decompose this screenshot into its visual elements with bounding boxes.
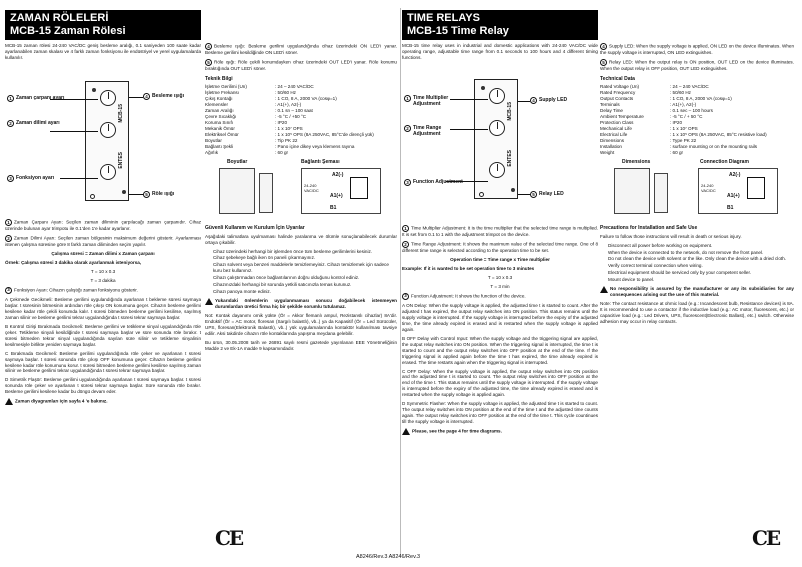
dimensions-side-drawing: [259, 173, 273, 213]
function-d-tr: D Simetrik Flaşör: Besleme gerilimi uygulandığında ayarlanan t süresi saymaya başlar. t süresi sonunda röle çeker ve ayarlanan t süresi tekrar saymaya başlar. Süre sonunda röle bırakır. Besleme gerilimi kesilene kadar bu döngü devam eder.: [5, 377, 201, 395]
spec-value: : Pano içine dikey veya klemens rayına: [275, 144, 355, 150]
safety-item: • Electrical equipment should be serviced only by your competent seller.: [608, 270, 794, 276]
spec-value: : 24 – 240 VAC/DC: [670, 84, 709, 90]
para-relay-led-tr: Röle ışığı: Röle çekili konumdayken cihaz üzerindeki OUT LED'i yanar. Röle konumu bıraktığında OUT LED'i söner.: [205, 59, 397, 71]
spec-value: : 0.1 sec – 100 hours: [670, 108, 713, 114]
safety-item: • Cihazı solvent veya benzeri maddelerle temizlemeyiniz. Cihazı temizlemek için sadece kuru bez kullanınız.: [213, 262, 397, 274]
title-en: TIME RELAYS: [407, 12, 480, 24]
en-column-1: [402, 43, 598, 555]
en-column-2: 4 Supply LED: When the supply voltage is applied, ON LED on the device illuminates. When the supply voltage is interrupted, ON LED extinguishes. 5 Relay LED: When the output relay is ON position, OUT LED on the device illuminates. When the output relay is OFF position, OUT LED extinguishes. Technical Data Rated Voltage (Un) : 24 – 240 VAC/DC Rated Frequency : 50/60 Hz Output Contacts : 1 CO, 8 A, 2000 VA (cosφ=1) Terminals : A1(+), A2(-) Delay Time : 0.1 sec – 100 hours Ambient Temperature : -5 °C / + 50 °C Protection Class : IP20 Mechanical Life : 1 x 10⁷ OPS Electrical Life : 1 x 10⁵ OPS (8A 250VAC, 85°C resistive load) Dimensions : Type PK 22 Installation : surface mounting or on the mounting rails Weight : 60 gr Dimensions Connection Diagram 24-240 VAC/DC A2(-) A1(+) B1 Precautions for Installation and Safe Use Failure to follow those instructions will result in death or serious injury. • Disconnect all power before working on equipment. • When the device is connected to the network, do not remove the front panel. • Do not clean the device with solvent or the like. Only clean the device with a dried cloth. • Verify correct terminal connection when wiring. • Electrical equipment should be serviced only by your competent seller. • Mount device to panel. No responsibility is assured by the manufacturer or any its subsidiaries for any consequences arising out the use of this material. Note: The contact resistance at ohmic load (e.g.: Incandescent bulb, Resistance devices) is 8A. It is recommended to use a contactor if the inductive load (e.g.: AC motor, fluorescent, etc.) or capacitive load (e.g.: Led Drivers, UPS, fluorescent(Electronic Ballast), etc.) switch. Otherwise adhesion may occur in relay contacts.: [600, 43, 794, 543]
para-multiplier-en: Time Multiplier Adjustment: It is the time multiplier that the selected time range is multiplied. It is set from 0.1 to 1 with the adjustment trimpot on the device.: [402, 225, 598, 237]
safety-intro-en: Failure to follow those instructions will result in death or serious injury.: [600, 233, 742, 239]
safety-item: • Mount device to panel.: [608, 277, 794, 283]
terminal-icon: [479, 192, 484, 197]
safety-list-en: [608, 243, 794, 284]
english-section: [402, 10, 794, 558]
tr-body-1: 1 Zaman Çarpanı Ayarı: Seçilen zaman diliminin çarpılacağı zaman çarpanıdır. Cihaz üzerinde bulunan ayar trimpotu ile 0.1'den 1'e kadar ayarlanır. 2 Zaman Dilimi Ayarı: Seçilen zaman bölgesinin maksimum değerini gösterir. Ayarlanması istenen çalışma süresine göre 8 farklı zaman diliminden seçim yapılır. Çalışma süresi = Zaman dilimi x Zaman çarpanı Örnek: Çalışma süresi 3 dakika olarak ayarlanmak isteniyorsa, T = 10 x 0.3 T = 3 dakika 3 Fonksiyon Ayarı: Cihazın çalıştığı zaman fonksiyonu gösterir. A Çekmede Gecikmeli: Besleme gerilimi uygulandığında ayarlanan t bekleme süresi saymaya başlar. t süresinin bitmesinin ardından röle çıkışı ON konumuna geçer. Cihazın besleme gerilimi kesilene kadar röle çekili konumda kalır. t süresi bitmeden besleme gerilimi kesilirse, sayılmış zaman silinir ve besleme gerilimi tekrar uygulandığında t süresi tekrar saymaya başlar. B Kontrol Girişi Bırakmada Gecikmeli: Besleme gerilimi ve tetikleme sinyal uygulandığında röle çeker. Tetikleme sinyali kesildiğinde t süresi saymaya başlar ve süre sonunda röle bırakır. t süresi bitmeden tekrar sinyal uygulandığında sayılan süre silinir ve tetikleme sinyalinin kesilmesiyle birlikte yeniden saymaya başlar. C Bırakmada Gecikmeli: Besleme gerilimi uygulandığında röle çeker ve ayarlanan t süresi saymaya başlar. t süresi sonunda röle çıkışı OFF konumuna geçer. Cihazın besleme gerilimi kesilene kadar röle konumunu korur. t süresi bitmeden besleme gerilimi kesilirse sayılmış zaman silinir ve besleme gerilimi tekrar uygulandığında t süresi tekrar saymaya başlar. D Simetrik Flaşör: Besleme gerilimi uygulandığında ayarlanan t süresi saymaya başlar. t süresi sonunda röle çeker ve ayarlanan t süresi tekrar saymaya başlar. Süre sonunda röle bırakır. Besleme gerilimi kesilene kadar bu döngü devam eder. Zaman diyagramları için sayfa 4 'e bakınız.: [5, 219, 201, 405]
warning-en: No responsibility is assured by the manufacturer or any its subsidiaries for any consequences arising out the use of this material.: [610, 286, 794, 298]
spec-key: Koruma Sınıfı: [205, 120, 234, 126]
safety-item: • Do not clean the device with solvent or the like. Only clean the device with a dried cloth.: [608, 256, 794, 262]
led-on-icon: [481, 86, 485, 90]
spec-key: Çıkış Kontağı: [205, 96, 233, 102]
para-multiplier-tr: Zaman Çarpanı Ayarı: Seçilen zaman diliminin çarpılacağı zaman çarpanıdır. Cihaz üzerinde bulunan ayar trimpotu ile 0.1'den 1'e kadar ayarlanır.: [5, 219, 201, 231]
callout-supply-led: 4 Supply LED: [530, 97, 590, 104]
equation-2-tr: T = 3 dakika: [90, 277, 116, 283]
para-range-tr: Zaman Dilimi Ayarı: Seçilen zaman bölgesinin maksimum değerini gösterir. Ayarlanması istenen çalışma süresine göre 8 farklı zaman diliminden seçim yapılır.: [5, 235, 201, 247]
spec-value: : 50/60 Hz: [275, 90, 296, 96]
led-out-icon: [122, 190, 126, 194]
diagram-note-tr: Zaman diyagramları için sayfa 4 'e bakınız.: [15, 399, 108, 405]
spec-value: : -5 °C / +50 °C: [275, 114, 307, 120]
spec-value: : 1 x 10⁵ OPS (8A 250VAC, 85°C resistive load): [670, 132, 767, 138]
safety-title-en: Precautions for Installation and Safe Use: [600, 225, 698, 232]
spec-key: Boyutlar: [205, 138, 222, 144]
tech-specs-en: [600, 84, 794, 156]
spec-value: : -5 °C / + 50 °C: [670, 114, 703, 120]
dial-range-icon: [100, 122, 116, 138]
warning-icon: [402, 428, 410, 435]
title-box-tr: [5, 10, 201, 40]
function-a-en: A ON Delay: When the supply voltage is applied, the adjusted time t is started to count. After the adjusted t has expired, the output relay switches into ON position. This status remains until the supply voltage is interrupted. If the supply voltage is interrupted before the expiry of the adjusted time, the time already expired is erased and is restarted when the supply voltage is applied again.: [402, 302, 598, 332]
spec-key: Installation: [600, 144, 622, 150]
para-relay-led-en: Relay LED: When the output relay is ON position, OUT LED on the device illuminates. When the output relay is OFF position, OUT LED extinguishes.: [600, 59, 794, 71]
spec-key: Çevre Sıcaklığı: [205, 114, 237, 120]
leader-line: [50, 131, 98, 132]
equation-2-en: T = 3 min: [490, 283, 510, 289]
leader-line: [518, 194, 530, 195]
led-out-icon: [511, 188, 515, 192]
tech-title-tr: Teknik Bilgi: [205, 75, 233, 82]
intro-tr: MCB-15 zaman rölesi 24-240 VAC/DC geniş besleme aralığı, 0.1 saniyeden 100 saate kadar ayarlanabilen zaman skalası ve 4 farklı zaman fonksiyonu ile endüstriyel ve yerel uygulamalarda kullanılır.: [5, 43, 201, 60]
spec-value: : IP20: [670, 120, 683, 126]
formula-tr: Çalışma süresi = Zaman dilimi x Zaman çarpanı: [51, 250, 155, 256]
tech-specs-tr: [205, 84, 397, 156]
spec-value: : 1 x 10⁷ OPS: [670, 126, 698, 132]
ce-mark: CE: [215, 526, 243, 550]
function-c-en: C OFF Delay: When the supply voltage is applied, the output relay switches into ON position and the adjusted time t is started to count. The output relay switches into OFF position at the end of the time t. This status remains until the supply voltage is interrupted. If the supply voltage is interrupted before the expiry of the adjusted time, the time already expired is erased and is restarted when the supply voltage is applied again.: [402, 368, 598, 398]
device-brand: ENTES: [118, 152, 124, 169]
connection-voltage: 24-240 VAC/DC: [701, 183, 716, 194]
warning-icon: [600, 286, 608, 293]
spec-value: : 50/60 Hz: [670, 90, 691, 96]
tr-column-2: 4 Besleme ışığı: Besleme gerilimi uygulandığında cihaz üzerindeki ON LED'i yanar. Besleme gerilimi kesildiğinde ON LED'i söner. 5 Röle ışığı: Röle çekili konumdayken cihaz üzerindeki OUT LED'i yanar. Röle konumu bıraktığında OUT LED'i söner. Teknik Bilgi İşletme Gerilimi (Un) : 24 – 240 VAC/DC İşletme Frekansı : 50/60 Hz Çıkış Kontağı : 1 CO, 8 A, 2000 VA (cosφ=1) Klemensler : A1(+), A2(-) Zaman Aralığı : 0.1 sn – 100 saat Çevre Sıcaklığı : -5 °C / +50 °C Koruma Sınıfı : IP20 Mekanik Ömür : 1 x 10⁷ OPS Elektriksel Ömür : 1 x 10⁵ OPS (8A 250VAC, 85°C'de dirençli yük) Boyutlar : Tip PK 22 Bağlantı Şekli : Pano içine dikey veya klemens rayına Ağırlık : 60 gr Boyutlar Bağlantı Şeması 24-240 VAC/DC A2(-) A1(+) B1 Güvenli Kullanım ve Kurulum İçin Uyarılar Aşağıdaki talimatlara uyulmaması halinde yaralanma ve ölümle sonuçlanabilecek durumlar ortaya çıkabilir. • Cihaz üzerindeki herhangi bir işlemden önce tüm besleme gerilimlerini kesiniz. • Cihaz şebekeye bağlı iken ön paneli çıkarmayınız. • Cihazı solvent veya benzeri maddelerle temizlemeyiniz. Cihazı temizlemek için sadece kuru bez kullanınız. • Cihazı çalıştırmadan önce bağlantılarının doğru olduğunu kontrol ediniz. • Cihazınızdaki herhangi bir sorunda yetkili satıcınızla temas kurunuz. • Cihazı panoya monte ediniz. Yukarıdaki önlemlerin uygulanmaması sonucu doğabilecek istenmeyen durumlardan üretici firma hiç bir şekilde sorumlu tutulamaz. Not: Kontak dayanımı omik yükte (Ör = Akkor flemanlı ampul, Rezistanslı cihazlar) 8A'dir. Endüktif (Ör = AC motor, floresan (Sargılı balastlı), vb..) ya da Kapasitif (Ör = Led Sürücüler, UPS, floresan(Elektronik Balastlı), vb..) yük uygulamalarında kontaktör kullanılması tavsiye edilir. Aksi takdirde cihazın röle kontaklarında yapışma meydana gelebilir. Bu ürün, 30.05.2008 tarih ve 26891 sayılı resmi gazetede yayınlanan EEE Yönetmeliğinin Madde 2 ve Ek-1A madde 9 kapsamındadır.: [205, 43, 397, 543]
device-model: MCB-15: [507, 102, 513, 121]
spec-row: [600, 150, 794, 156]
callout-function: 3 Fonksiyon ayarı: [7, 175, 77, 182]
spec-key: Mekanik Ömür: [205, 126, 235, 132]
connection-label-tr: Bağlantı Şeması: [301, 159, 340, 166]
connection-diagram: 24-240 VAC/DC A2(-) A1(+) B1: [698, 168, 778, 214]
equation-1-en: T = 10 x 0.3: [487, 274, 513, 280]
spec-key: Zaman Aralığı: [205, 108, 234, 114]
function-a-tr: A Çekmede Gecikmeli: Besleme gerilimi uygulandığında ayarlanan t bekleme süresi saymaya başlar. t süresinin bitmesinin ardından röle çıkışı ON konumuna geçer. Cihazın besleme gerilimi kesilene kadar röle çekili konumda kalır. t süresi bitmeden besleme gerilimi kesilirse, sayılmış zaman silinir ve besleme gerilimi tekrar uygulandığında t süresi tekrar saymaya başlar.: [5, 296, 201, 320]
callout-multiplier: 1 Zaman çarpanı ayarı: [7, 95, 67, 102]
spec-key: Protection Class: [600, 120, 634, 126]
device-figure-tr: [5, 75, 201, 215]
safety-item: • Verify correct terminal connection when wiring.: [608, 263, 794, 269]
leader-line: [518, 101, 530, 102]
spec-key: Output Contacts: [600, 96, 634, 102]
spec-key: Klemensler: [205, 102, 228, 108]
spec-key: Bağlantı Şekli: [205, 144, 234, 150]
subtitle-tr: MCB-15 Zaman Rölesi: [10, 25, 126, 37]
intro-en: MCB-15 time relay uses in industrial and domestic applications with 24-240 VAC/DC wide operating range, adjustable time range from 0.1 seconds to 100 hours and 4 different timing functions.: [402, 43, 598, 60]
title-box-en: [402, 10, 598, 40]
leader-line: [50, 99, 98, 100]
spec-value: : 60 gr: [670, 150, 684, 156]
spec-key: İşletme Frekansı: [205, 90, 239, 96]
spec-row: [205, 150, 397, 156]
spec-value: : 0.1 sn – 100 saat: [275, 108, 313, 114]
safety-title-tr: Güvenli Kullanım ve Kurulum İçin Uyarılar: [205, 225, 305, 232]
terminal-icon: [90, 194, 95, 199]
device-figure-en: [402, 73, 598, 213]
dimensions-label-en: Dimensions: [622, 159, 651, 166]
connection-diagram: 24-240 VAC/DC A2(-) A1(+) B1: [301, 168, 381, 214]
diagram-note-en: Please, see the page 4 for time diagrams.: [412, 428, 502, 434]
spec-value: : IP20: [275, 120, 288, 126]
en-body-1: 1 Time Multiplier Adjustment: It is the time multiplier that the selected time range is multiplied. It is set from 0.1 to 1 with the adjustment trimpot on the device. 2 Time Range Adjustment: It shows the maximum value of the selected time range. One of 8 different time range is selected according to the operation time to be set. Operation time = Time range x Time multiplier Example: If it is wanted to be set operation time to 3 minutes T = 10 x 0.3 T = 3 min 3 Function Adjustment: It shows the function of the device. A ON Delay: When the supply voltage is applied, the adjusted time t is started to count. After the adjusted t has expired, the output relay switches into ON position. This status remains until the supply voltage is interrupted. If the supply voltage is interrupted before the expiry of the adjusted time, the time already expired is erased and is restarted when the supply voltage is applied again. B OFF Delay with Control Input: When the supply voltage and the triggering signal are applied, the output relay switches into ON position. When the triggering signal is interrupted, the time t is started to count and the output relay switches into OFF position at the end of the time. If the triggering signal is applied again before the time t has expired, the time already expired is erased. The time restarts again when the triggering signal is interrupted. C OFF Delay: When the supply voltage is applied, the output relay switches into ON position and the adjusted time t is started to count. The output relay switches into OFF position at the end of the time t. This status remains until the supply voltage is interrupted. If the supply voltage is interrupted before the expiry of the adjusted time, the time already expired is erased and is restarted when the supply voltage is applied again. D Symmetric Flasher: When the supply voltage is applied, the adjusted time t is started to count. The output relay switches into ON position at the end of the time t and the adjusted time counts again. The output relay switches into OFF position at the end of the time t. This cycle countinues till the supply voltage is interrupted. Please, see the page 4 for time diagrams.: [402, 225, 598, 434]
spec-key: Rated Frequency: [600, 90, 636, 96]
turkish-section: [5, 10, 397, 558]
dial-range-icon: [489, 120, 505, 136]
spec-key: Ambient Temperature: [600, 114, 644, 120]
safety-item: • Cihaz üzerindeki herhangi bir işlemden önce tüm besleme gerilimlerini kesiniz.: [213, 249, 397, 255]
spec-key: Mechanical Life: [600, 126, 632, 132]
spec-value: : 1 x 10⁷ OPS: [275, 126, 303, 132]
dimensions-drawing: [219, 168, 255, 214]
leader-line: [450, 129, 488, 130]
note-tr: Not: Kontak dayanımı omik yükte (Ör = Akkor flemanlı ampul, Rezistanslı cihazlar) 8A'dir. Endüktif (Ör = AC motor, floresan (Sargılı balastlı), vb..) ya da Kapasitif (Ör = Led Sürücüler, UPS, floresan(Elektronik Balastlı), vb..) yük uygulamalarında kontaktör kullanılması tavsiye edilir. Aksi takdirde cihazın röle kontaklarında yapışma meydana gelebilir.: [205, 313, 397, 337]
device-brand: ENTES: [507, 150, 513, 167]
dimensions-label-tr: Boyutlar: [227, 159, 248, 166]
page-divider: [400, 8, 401, 556]
callout-relay-led: 5 Röle ışığı: [143, 191, 201, 198]
para-function-en: Function Adjustment: It shows the function of the device.: [411, 293, 526, 299]
warning-tr: Yukarıdaki önlemlerin uygulanmaması sonucu doğabilecek istenmeyen durumlardan üretici firma hiç bir şekilde sorumlu tutulamaz.: [215, 298, 397, 310]
connection-voltage: 24-240 VAC/DC: [304, 183, 319, 194]
function-d-en: D Symmetric Flasher: When the supply voltage is applied, the adjusted time t is started to count. The output relay switches into ON position at the end of the time t and the adjusted time counts again. The output relay switches into OFF position at the end of the time t. This cycle countinues till the supply voltage is interrupted.: [402, 401, 598, 425]
title-tr: ZAMAN RÖLELERİ: [10, 12, 109, 24]
safety-item: • When the device is connected to the network, do not remove the front panel.: [608, 250, 794, 256]
function-b-en: B OFF Delay with Control Input: When the supply voltage and the triggering signal are applied, the output relay switches into ON position. When the triggering signal is interrupted, the time t is started to count and the output relay switches into OFF position at the end of the time. If the triggering signal is applied again before the time t has expired, the time already expired is erased. The time restarts again when the triggering signal is interrupted.: [402, 335, 598, 365]
safety-item: • Cihazı çalıştırmadan önce bağlantılarının doğru olduğunu kontrol ediniz.: [213, 275, 397, 281]
spec-key: Terminals: [600, 102, 620, 108]
callout-relay-led: 5 Relay LED: [530, 191, 590, 198]
spec-key: Dimensions: [600, 138, 624, 144]
safety-item: • Cihazınızdaki herhangi bir sorunda yetkili satıcınızla temas kurunuz.: [213, 282, 397, 288]
leader-line: [129, 97, 143, 98]
spec-key: Delay Time: [600, 108, 623, 114]
spec-value: : 1 x 10⁵ OPS (8A 250VAC, 85°C'de dirençli yük): [275, 132, 374, 138]
spec-value: : 1 CO, 8 A, 2000 VA (cosφ=1): [275, 96, 337, 102]
spec-key: Electrical Life: [600, 132, 628, 138]
figures-en: [600, 159, 794, 221]
spec-value: : 24 – 240 VAC/DC: [275, 84, 314, 90]
ce-mark: CE: [752, 526, 780, 550]
dimensions-drawing: [614, 168, 650, 214]
spec-key: İşletme Gerilimi (Un): [205, 84, 247, 90]
note-en: Note: The contact resistance at ohmic load (e.g.: Incandescent bulb, Resistance devices) is 8A. It is recommended to use a contactor if the inductive load (e.g.: AC motor, fluorescent, etc.) or capacitive load (e.g.: Led Drivers, UPS, fluorescent(Electronic Ballast), etc.) switch. Otherwise adhesion may occur in relay contacts.: [600, 301, 794, 325]
leader-line: [60, 178, 98, 179]
spec-value: : Tip PK 22: [275, 138, 298, 144]
safety-list-tr: [213, 249, 397, 296]
safety-item: • Cihaz şebekeye bağlı iken ön paneli çıkarmayınız.: [213, 255, 397, 261]
callout-supply-led: 4 Besleme ışığı: [143, 93, 201, 100]
spec-key: Ağırlık: [205, 150, 219, 156]
revision-code: A8246/Rev.3 A8246/Rev.3: [356, 554, 421, 560]
figures-tr: [205, 159, 397, 221]
callout-range: 2 Time Range Adjustment: [404, 125, 464, 137]
para-function-tr: Fonksiyon Ayarı: Cihazın çalıştığı zaman fonksiyonu gösterir.: [14, 287, 138, 293]
tr-column-1: [5, 43, 201, 555]
device-model: MCB-15: [118, 104, 124, 123]
leader-line: [129, 194, 143, 195]
spec-key: Elektriksel Ömür: [205, 132, 239, 138]
para-supply-led-tr: Besleme ışığı: Besleme gerilimi uygulandığında cihaz üzerindeki ON LED'i yanar. Besleme gerilimi kesildiğinde ON LED'i söner.: [205, 43, 397, 55]
spec-value: : A1(+), A2(-): [275, 102, 302, 108]
spec-value: : Type PK 22: [670, 138, 697, 144]
safety-item: • Cihazı panoya monte ediniz.: [213, 289, 397, 295]
dial-multiplier-icon: [489, 88, 505, 104]
safety-item: • Disconnect all power before working on equipment.: [608, 243, 794, 249]
dial-function-icon: [489, 162, 505, 178]
leader-line: [446, 181, 488, 182]
callout-range: 2 Zaman dilimi ayarı: [7, 120, 67, 127]
spec-value: : A1(+), A2(-): [670, 102, 697, 108]
led-on-icon: [92, 88, 96, 92]
equation-1-tr: T = 10 x 0.3: [90, 268, 116, 274]
safety-intro-tr: Aşağıdaki talimatlara uyulmaması halinde yaralanma ve ölümle sonuçlanabilecek durumlar ortaya çıkabilir.: [205, 233, 397, 245]
subtitle-en: MCB-15 Time Relay: [407, 25, 509, 37]
spec-key: Weight: [600, 150, 615, 156]
warning-icon: [5, 398, 13, 405]
para-range-en: Time Range Adjustment: It shows the maximum value of the selected time range. One of 8 different time range is selected according to the operation time to be set.: [402, 241, 598, 253]
connection-label-en: Connection Diagram: [700, 159, 749, 166]
example-en: Example: If it is wanted to be set operation time to 3 minutes: [402, 265, 535, 271]
regulation-tr: Bu ürün, 30.05.2008 tarih ve 26891 sayılı resmi gazetede yayınlanan EEE Yönetmeliğinin Madde 2 ve Ek-1A madde 9 kapsamındadır.: [205, 340, 397, 352]
example-tr: Örnek: Çalışma süresi 3 dakika olarak ayarlanmak isteniyorsa,: [5, 259, 142, 265]
leader-line: [450, 99, 488, 100]
spec-value: : 1 CO, 8 A, 2000 VA (cosφ=1): [670, 96, 732, 102]
function-c-tr: C Bırakmada Gecikmeli: Besleme gerilimi uygulandığında röle çeker ve ayarlanan t süresi saymaya başlar. t süresi sonunda röle çıkışı OFF konumuna geçer. Cihazın besleme gerilimi kesilene kadar röle konumunu korur. t süresi bitmeden besleme gerilimi kesilirse sayılmış zaman silinir ve besleme gerilimi tekrar uygulandığında t süresi tekrar saymaya başlar.: [5, 350, 201, 374]
spec-value: : 60 gr: [275, 150, 289, 156]
spec-value: : surface mounting or on the mounting rails: [670, 144, 758, 150]
callout-function: 3 Function Adjustment: [404, 179, 464, 186]
formula-en: Operation time = Time range x Time multiplier: [450, 256, 550, 262]
dimensions-side-drawing: [654, 173, 668, 213]
warning-icon: [205, 298, 213, 305]
dial-function-icon: [100, 164, 116, 180]
callout-multiplier: 1 Time Multiplier Adjustment: [404, 95, 464, 107]
function-b-tr: B Kontrol Girişi Bırakmada Gecikmeli: Besleme gerilimi ve tetikleme sinyal uygulandığında röle çeker. Tetikleme sinyali kesildiğinde t süresi saymaya başlar ve süre sonunda röle bırakır. t süresi bitmeden tekrar sinyal uygulandığında sayılan süre silinir ve tetikleme sinyalinin kesilmesiyle birlikte yeniden saymaya başlar.: [5, 323, 201, 347]
tech-title-en: Technical Data: [600, 75, 635, 82]
para-supply-led-en: Supply LED: When the supply voltage is applied, ON LED on the device illuminates. When the supply voltage is interrupted, ON LED extinguishes.: [600, 43, 794, 55]
dial-multiplier-icon: [100, 90, 116, 106]
spec-key: Rated Voltage (Un): [600, 84, 640, 90]
